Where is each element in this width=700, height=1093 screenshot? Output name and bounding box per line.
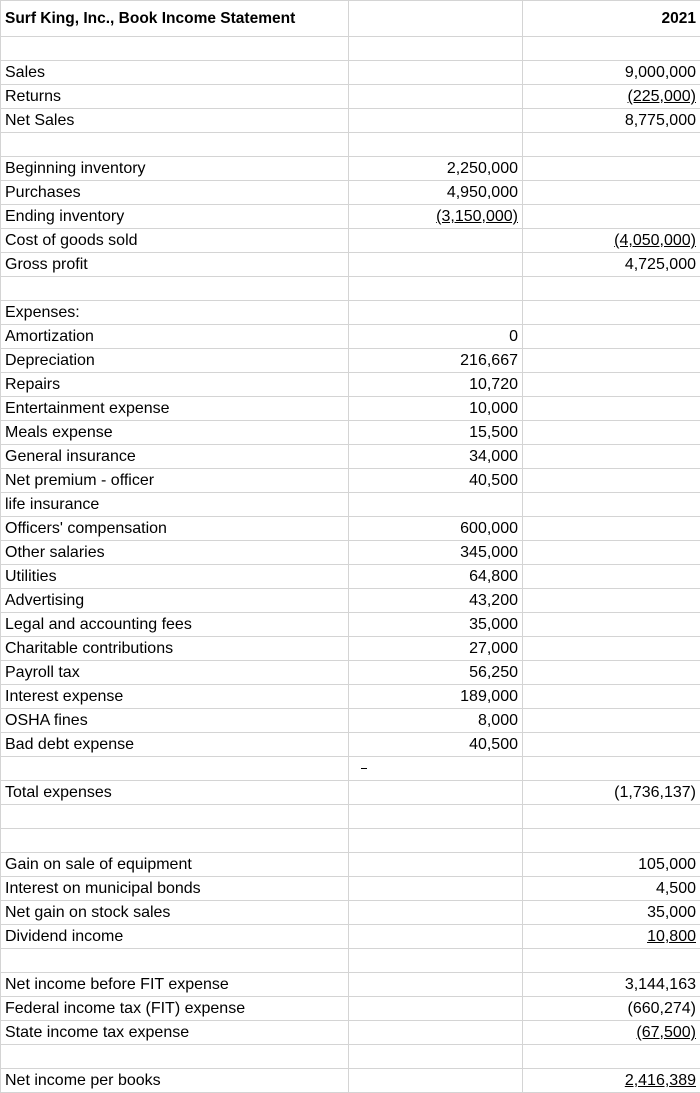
repairs-value[interactable]: 10,720: [349, 373, 523, 397]
meals-label[interactable]: Meals expense: [1, 421, 349, 445]
fit-label[interactable]: Federal income tax (FIT) expense: [1, 997, 349, 1021]
blank-row: [1, 1045, 700, 1069]
entertainment-label[interactable]: Entertainment expense: [1, 397, 349, 421]
net-sales-label[interactable]: Net Sales: [1, 109, 349, 133]
general-insurance-label[interactable]: General insurance: [1, 445, 349, 469]
blank-row: [1, 133, 700, 157]
charitable-value[interactable]: 27,000: [349, 637, 523, 661]
utilities-label[interactable]: Utilities: [1, 565, 349, 589]
other-salaries-value[interactable]: 345,000: [349, 541, 523, 565]
fit-amount[interactable]: (660,274): [523, 997, 700, 1021]
beginning-inventory-label[interactable]: Beginning inventory: [1, 157, 349, 181]
purchases-value[interactable]: 4,950,000: [349, 181, 523, 205]
row-beginning-inventory: [1, 157, 700, 181]
row-returns: [1, 85, 700, 109]
row-legal: [1, 613, 700, 637]
row-net-premium: [1, 469, 700, 493]
row-gain-equipment: [1, 853, 700, 877]
dash-mark: [361, 768, 367, 769]
osha-label[interactable]: OSHA fines: [1, 709, 349, 733]
officers-comp-label[interactable]: Officers' compensation: [1, 517, 349, 541]
amortization-label[interactable]: Amortization: [1, 325, 349, 349]
net-income-label[interactable]: Net income per books: [1, 1069, 349, 1093]
row-expenses-header: [1, 301, 700, 325]
row-utilities: [1, 565, 700, 589]
net-premium-label[interactable]: Net premium - officer: [1, 469, 349, 493]
row-depreciation: [1, 349, 700, 373]
cogs-amount: (4,050,000): [614, 232, 696, 249]
row-state-tax: [1, 1021, 700, 1045]
ending-inventory-label[interactable]: Ending inventory: [1, 205, 349, 229]
utilities-value[interactable]: 64,800: [349, 565, 523, 589]
legal-value[interactable]: 35,000: [349, 613, 523, 637]
ni-before-fit-label[interactable]: Net income before FIT expense: [1, 973, 349, 997]
blank-row: [1, 829, 700, 853]
payroll-tax-value[interactable]: 56,250: [349, 661, 523, 685]
row-meals: [1, 421, 700, 445]
purchases-label[interactable]: Purchases: [1, 181, 349, 205]
row-bad-debt: [1, 733, 700, 757]
row-fit: [1, 997, 700, 1021]
officers-comp-value[interactable]: 600,000: [349, 517, 523, 541]
expenses-header[interactable]: Expenses:: [1, 301, 349, 325]
legal-label[interactable]: Legal and accounting fees: [1, 613, 349, 637]
blank-row: [1, 805, 700, 829]
row-interest-muni: [1, 877, 700, 901]
state-tax-amount: (67,500): [636, 1024, 696, 1041]
blank-row: [1, 37, 700, 61]
interest-expense-value[interactable]: 189,000: [349, 685, 523, 709]
year-header[interactable]: 2021: [523, 1, 700, 37]
row-officers-comp: [1, 517, 700, 541]
interest-muni-amount[interactable]: 4,500: [523, 877, 700, 901]
statement-title[interactable]: Surf King, Inc., Book Income Statement: [1, 1, 349, 37]
header-empty-cell[interactable]: [349, 1, 523, 37]
entertainment-value[interactable]: 10,000: [349, 397, 523, 421]
sales-label[interactable]: Sales: [1, 61, 349, 85]
stock-sales-amount[interactable]: 35,000: [523, 901, 700, 925]
row-life-insurance: [1, 493, 700, 517]
advertising-label[interactable]: Advertising: [1, 589, 349, 613]
stock-sales-label[interactable]: Net gain on stock sales: [1, 901, 349, 925]
row-amortization: [1, 325, 700, 349]
row-osha: [1, 709, 700, 733]
repairs-label[interactable]: Repairs: [1, 373, 349, 397]
ni-before-fit-amount[interactable]: 3,144,163: [523, 973, 700, 997]
net-income-amount: 2,416,389: [625, 1072, 696, 1089]
payroll-tax-label[interactable]: Payroll tax: [1, 661, 349, 685]
blank-row: [1, 277, 700, 301]
row-charitable: [1, 637, 700, 661]
gross-profit-amount[interactable]: 4,725,000: [523, 253, 700, 277]
row-other-salaries: [1, 541, 700, 565]
row-ending-inventory: [1, 205, 700, 229]
bad-debt-value[interactable]: 40,500: [349, 733, 523, 757]
state-tax-label[interactable]: State income tax expense: [1, 1021, 349, 1045]
row-ni-before-fit: [1, 973, 700, 997]
interest-expense-label[interactable]: Interest expense: [1, 685, 349, 709]
dividend-amount: 10,800: [647, 928, 696, 945]
row-purchases: [1, 181, 700, 205]
amortization-value[interactable]: 0: [349, 325, 523, 349]
net-premium-value[interactable]: 40,500: [349, 469, 523, 493]
cogs-label[interactable]: Cost of goods sold: [1, 229, 349, 253]
total-expenses-label[interactable]: Total expenses: [1, 781, 349, 805]
row-cogs: [1, 229, 700, 253]
row-repairs: [1, 373, 700, 397]
returns-amount: (225,000): [628, 88, 697, 105]
row-entertainment: [1, 397, 700, 421]
osha-value[interactable]: 8,000: [349, 709, 523, 733]
general-insurance-value[interactable]: 34,000: [349, 445, 523, 469]
depreciation-value[interactable]: 216,667: [349, 349, 523, 373]
interest-muni-label[interactable]: Interest on municipal bonds: [1, 877, 349, 901]
bad-debt-label[interactable]: Bad debt expense: [1, 733, 349, 757]
gain-equipment-amount[interactable]: 105,000: [523, 853, 700, 877]
row-stock-sales: [1, 901, 700, 925]
charitable-label[interactable]: Charitable contributions: [1, 637, 349, 661]
blank-row: [1, 949, 700, 973]
total-expenses-amount[interactable]: (1,736,137): [523, 781, 700, 805]
blank-row: [1, 757, 700, 781]
row-interest-expense: [1, 685, 700, 709]
gross-profit-label[interactable]: Gross profit: [1, 253, 349, 277]
row-payroll-tax: [1, 661, 700, 685]
sales-amount[interactable]: 9,000,000: [523, 61, 700, 85]
returns-label[interactable]: Returns: [1, 85, 349, 109]
row-net-income: [1, 1069, 700, 1093]
life-insurance-label[interactable]: life insurance: [1, 493, 349, 517]
row-gross-profit: [1, 253, 700, 277]
row-dividend: [1, 925, 700, 949]
row-general-insurance: [1, 445, 700, 469]
meals-value[interactable]: 15,500: [349, 421, 523, 445]
ending-inventory-value: (3,150,000): [436, 208, 518, 225]
other-salaries-label[interactable]: Other salaries: [1, 541, 349, 565]
row-total-expenses: [1, 781, 700, 805]
gain-equipment-label[interactable]: Gain on sale of equipment: [1, 853, 349, 877]
net-sales-amount[interactable]: 8,775,000: [523, 109, 700, 133]
advertising-value[interactable]: 43,200: [349, 589, 523, 613]
dividend-label[interactable]: Dividend income: [1, 925, 349, 949]
row-sales: [1, 61, 700, 85]
depreciation-label[interactable]: Depreciation: [1, 349, 349, 373]
beginning-inventory-value[interactable]: 2,250,000: [349, 157, 523, 181]
header-row: [1, 1, 700, 37]
row-advertising: [1, 589, 700, 613]
row-net-sales: [1, 109, 700, 133]
